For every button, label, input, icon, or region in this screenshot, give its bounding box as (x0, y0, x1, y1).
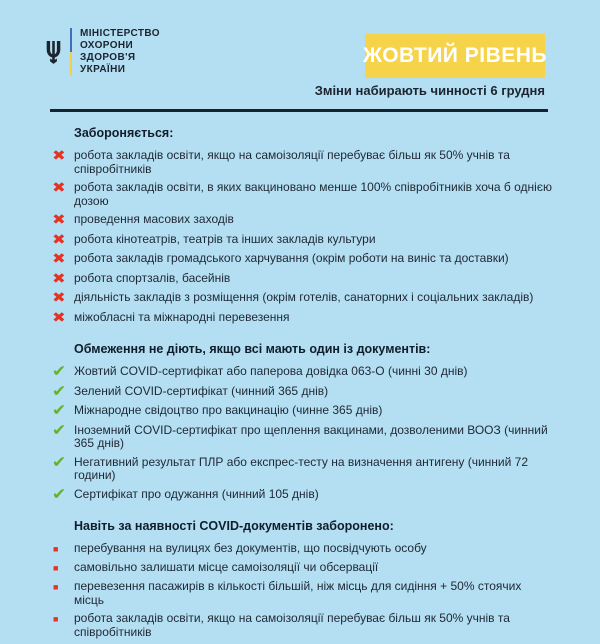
green-check-icon (50, 424, 74, 439)
section-exemptions-title: Обмеження не діють, якщо всі мають один із документів: (74, 342, 431, 356)
red-cross-icon (50, 213, 74, 228)
header-divider (50, 109, 548, 112)
effective-date-note: Зміни набирають чинності 6 грудня (314, 83, 545, 98)
section-exemptions (50, 342, 552, 502)
section-always-prohibited-title: Навіть за наявності COVID-документів заборонено: (74, 519, 394, 533)
ministry-logo (45, 28, 160, 76)
list-item: ✔ Міжнародне свідоцтво про вакцинацію (чинне 365 днів) (50, 404, 552, 419)
list-item: ✖ робота спортзалів, басейнів (50, 272, 552, 287)
red-cross-icon (50, 252, 74, 267)
red-square-icon (50, 612, 74, 626)
list-item: ✖ робота кінотеатрів, театрів та інших закладів культури (50, 233, 552, 248)
exemptions-list (50, 365, 552, 502)
red-cross-icon (50, 181, 74, 196)
red-cross-icon (50, 149, 74, 164)
red-square-icon (50, 542, 74, 556)
level-banner-label: ЖОВТИЙ РІВЕНЬ (362, 44, 548, 67)
list-item: ✖ робота закладів освіти, в яких вакциновано менше 100% співробітників хоча б однією дозою (50, 181, 552, 208)
ministry-line: МІНІСТЕРСТВО (80, 28, 160, 39)
level-banner (362, 34, 548, 78)
list-item: ■ самовільно залишати місце самоізоляції чи обсервації (50, 561, 552, 575)
list-item: ✔ Зелений COVID-сертифікат (чинний 365 днів) (50, 385, 552, 400)
section-prohibited (50, 126, 552, 325)
prohibited-list (50, 149, 552, 325)
green-check-icon (50, 404, 74, 419)
green-check-icon (50, 488, 74, 503)
red-cross-icon (50, 233, 74, 248)
green-check-icon (50, 385, 74, 400)
list-item: ✔ Сертифікат про одужання (чинний 105 днів) (50, 488, 552, 503)
flag-divider (70, 28, 72, 76)
list-item: ✔ Іноземний COVID-сертифікат про щеплення вакцинами, дозволеними ВООЗ (чинний 365 днів) (50, 424, 552, 451)
list-item: ✖ діяльність закладів з розміщення (окрім готелів, санаторних і соціальних закладів) (50, 291, 552, 306)
green-check-icon (50, 365, 74, 380)
green-check-icon (50, 456, 74, 471)
trident-icon (45, 39, 62, 65)
red-cross-icon (50, 272, 74, 287)
section-prohibited-title: Забороняється: (74, 126, 174, 140)
ministry-line: УКРАЇНИ (80, 64, 126, 75)
restrictions-content (50, 126, 552, 644)
always-prohibited-list (50, 542, 552, 639)
section-always-prohibited (50, 519, 552, 639)
ministry-line: ОХОРОНИ (80, 40, 134, 51)
ministry-line: ЗДОРОВ'Я (80, 52, 136, 63)
list-item: ■ перевезення пасажирів в кількості більшій, ніж місць для сидіння + 50% стоячих місць (50, 580, 552, 607)
list-item: ✖ робота закладів громадського харчування (окрім роботи на виніс та доставки) (50, 252, 552, 267)
list-item: ■ перебування на вулицях без документів, що посвідчують особу (50, 542, 552, 556)
list-item: ✔ Негативний результат ПЛР або експрес-тесту на визначення антигену (чинний 72 години) (50, 456, 552, 483)
red-square-icon (50, 580, 74, 594)
red-cross-icon (50, 291, 74, 306)
list-item: ✖ робота закладів освіти, якщо на самоізоляції перебуває більш як 50% учнів та співробітників (50, 149, 552, 176)
list-item: ✖ міжобласні та міжнародні перевезення (50, 311, 552, 326)
list-item: ✖ проведення масових заходів (50, 213, 552, 228)
red-square-icon (50, 561, 74, 575)
red-cross-icon (50, 311, 74, 326)
list-item: ■ робота закладів освіти, якщо на самоізоляції перебуває більш як 50% учнів та співробітників (50, 612, 552, 639)
ministry-name (80, 28, 160, 76)
list-item: ✔ Жовтий COVID-сертифікат або паперова довідка 063-О (чинні 30 днів) (50, 365, 552, 380)
